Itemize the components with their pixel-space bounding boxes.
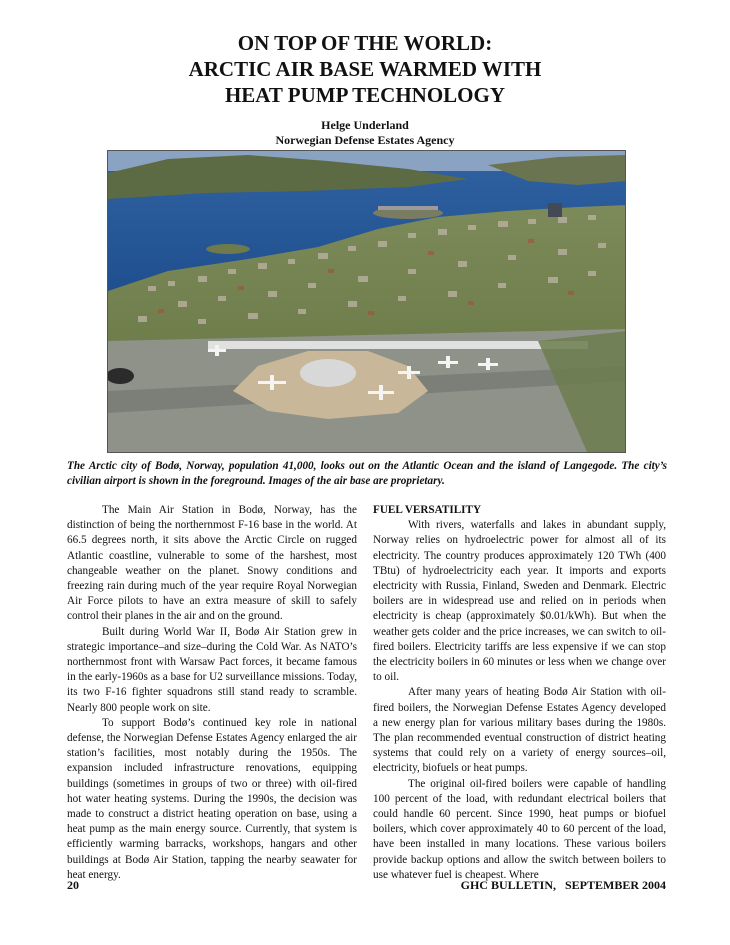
title-line-1: ON TOP OF THE WORLD: <box>237 31 493 55</box>
paragraph: To support Bodø’s continued key role in national defense, the Norwegian Defense Estates Agency enlarged the air station’s facilities, most notably during the 1950s. The expansion included infrastructure renovations, equipping buildings (sometimes in groups of two or three) with oil-fired hot water heating systems. During the 1990s, the decision was made to construct a district heating operation on base, using a heat pump as the main energy source. Currently, that system is efficiently warming barracks, workshops, hangars and other buildings at Bodø Air Station, tapping the nearby seawater for heat energy. <box>67 716 357 881</box>
article-title <box>0 30 730 108</box>
author-name: Helge Underland <box>321 118 409 132</box>
title-line-2: ARCTIC AIR BASE WARMED WITH <box>188 57 542 81</box>
page-number: 20 <box>67 878 79 892</box>
paragraph: After many years of heating Bodø Air Station with oil-fired boilers, the Norwegian Defense Estates Agency developed a new energy plan for various military bases during the 1980s. The plan recommended eventual construction of district heating systems that could rely on a variety of energy sources–oil, electricity, biofuels or heat pumps. <box>373 686 666 775</box>
paragraph: The original oil-fired boilers were capable of handling 100 percent of the load, with redundant electrical boilers that could handle 60 percent. Since 1990, heat pumps or biofuel boilers, which cover approximately 40 to 60 percent of the load, have been installed in many locations. These various boilers provide backup options and allow the switch between boilers to use whatever fuel is cheapest. Where <box>373 777 666 881</box>
aerial-photo-illustration <box>108 151 626 453</box>
title-line-3: HEAT PUMP TECHNOLOGY <box>224 83 506 107</box>
left-column <box>67 503 357 883</box>
paragraph: Built during World War II, Bodø Air Station grew in strategic importance–and size–during the Cold War. As NATO’s northernmost front with Warsaw Pact forces, it became famous in the early-1960s as a base for U2 surveillance missions. Today, its two F-16 fighter squadrons still stand ready to scramble. Nearly 800 people work on site. <box>67 625 357 714</box>
section-heading: FUEL VERSATILITY <box>373 504 482 516</box>
right-column <box>373 503 666 883</box>
publication-footer: GHC BULLETIN, SEPTEMBER 2004 <box>460 878 666 892</box>
aerial-photo <box>107 150 626 453</box>
paragraph: The Main Air Station in Bodø, Norway, has the distinction of being the northernmost F-16 base in the world. At 66.5 degrees north, it sits above the Arctic Circle on rugged Atlantic coastline, vulnerable to some of the harshest, most changeable weather on the planet. Snowy conditions and freezing rain during much of the year require Royal Norwegian Air Force pilots to have an extra measure of skill to safely control their planes in the air and on the ground. <box>67 504 357 623</box>
author-affiliation: Norwegian Defense Estates Agency <box>275 133 455 147</box>
byline <box>0 118 730 148</box>
photo-caption: The Arctic city of Bodø, Norway, population 41,000, looks out on the Atlantic Ocean and the island of Langegode. The city’s civilian airport is shown in the foreground. Images of the air base are proprietary. <box>67 460 667 487</box>
paragraph: With rivers, waterfalls and lakes in abundant supply, Norway relies on hydroelectric power for almost all of its electricity. The country produces approximately 120 TWh (400 TBtu) of hydroelectricity each year. It imports and exports electricity with Russia, Finland, Sweden and Denmark. Electric boilers are in widespread use and relied on in periods when electricity is cheap (approximately $0.01/kWh). But when the weather gets colder and the price increases, we can switch to oil-fired boilers. Electricity tariffs are less expensive if we can stop the electricity boilers in 60 minutes or less when we change over to oil. <box>373 519 666 684</box>
